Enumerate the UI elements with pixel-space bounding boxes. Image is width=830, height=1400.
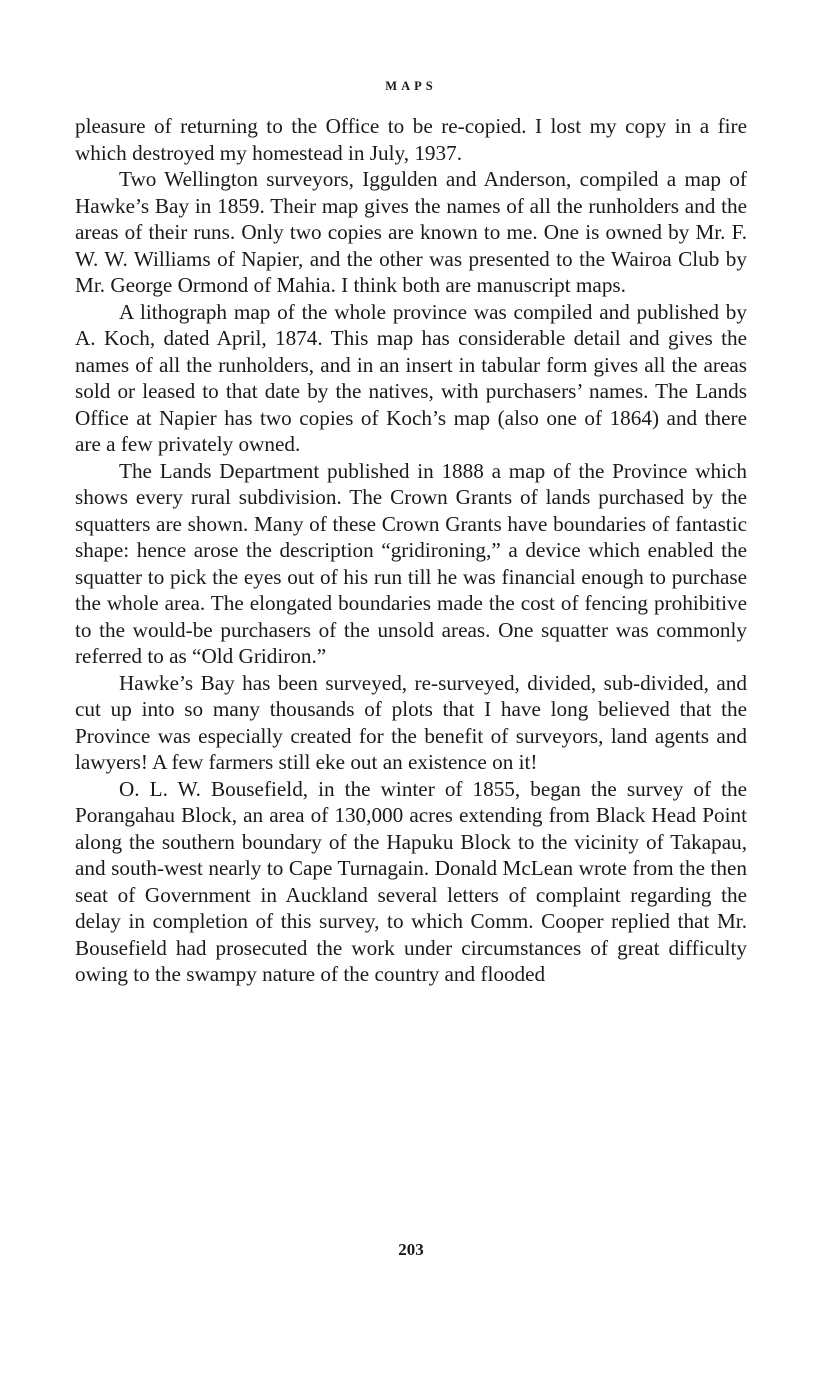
paragraph-surveyed: Hawke’s Bay has been surveyed, re-surveyed, divided, sub-divided, and cut up into so many thousands of plots that I have long believed that the Province was especially created for the benefit of surveyors, land agents and lawyers! A few farmers still eke out an existence on it! (75, 670, 747, 774)
page-number: 203 (398, 1240, 424, 1259)
paragraph-koch-map: A lithograph map of the whole province was compiled and published by A. Koch, dated April, 1874. This map has considerable detail and gives the names of all the runholders, and in an insert in tabular form gives all the areas sold or leased to that date by the natives, with purchasers’ names. The Lands Office at Napier has two copies of Koch’s map (also one of 1864) and there are a few privately owned. (75, 299, 747, 456)
running-head: MAPS (385, 79, 437, 93)
paragraph-bousefield: O. L. W. Bousefield, in the winter of 1855, began the survey of the Porangahau Block, an area of 130,000 acres extending from Black Head Point along the southern boundary of the Hapuku Block to the vicinity of Takapau, and south-west nearly to Cape Turnagain. Donald McLean wrote from the then seat of Government in Auckland several letters of complaint regarding the delay in completion of this survey, to which Comm. Cooper replied that Mr. Bousefield had prosecuted the work under circumstances of great difficulty owing to the swampy nature of the country and flooded (75, 776, 747, 986)
paragraph-lands-department: The Lands Department published in 1888 a map of the Province which shows every rural subdivision. The Crown Grants of lands purchased by the squatters are shown. Many of these Crown Grants have boundaries of fantastic shape: hence arose the description “gridironing,” a device which enabled the squatter to pick the eyes out of his run till he was financial enough to purchase the whole area. The elongated boundaries made the cost of fencing prohibitive to the would-be purchasers of the unsold areas. One squatter was commonly referred to as “Old Gridiron.” (75, 458, 747, 668)
book-page (75, 0, 747, 1400)
paragraph-continuation: pleasure of returning to the Office to be re-copied. I lost my copy in a fire which destroyed my homestead in July, 1937. (75, 114, 747, 165)
body-text (75, 113, 747, 988)
paragraph-wellington-surveyors: Two Wellington surveyors, Iggulden and Anderson, compiled a map of Hawke’s Bay in 1859. Their map gives the names of all the runholders and the areas of their runs. Only two copies are known to me. One is owned by Mr. F. W. W. Williams of Napier, and the other was presented to the Wairoa Club by Mr. George Ormond of Mahia. I think both are manuscript maps. (75, 167, 747, 297)
